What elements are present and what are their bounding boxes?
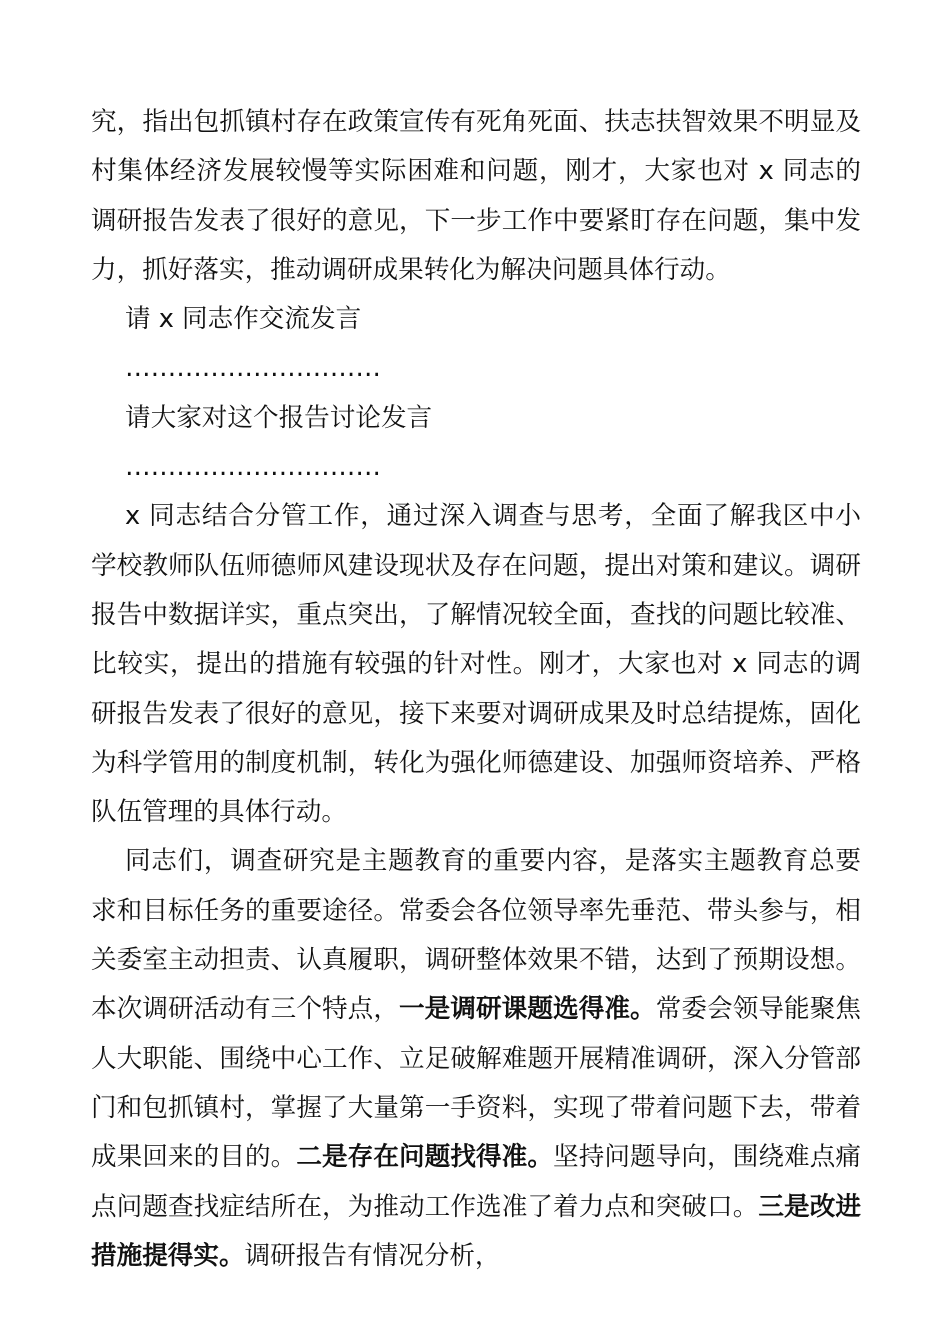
conclusion-text: 坚持问题导向，围绕难点痛点问题查找症结所在，为推动工作选准了着力点和突破口。 [91,1142,861,1222]
paragraph-continuation: 究，指出包抓镇村存在政策宣传有死角死面、扶志扶智效果不明显及村集体经济发展较慢等实际困难和问题，刚才，大家也对 x 同志的调研报告发表了很好的意见，下一步工作中要紧盯存在问题，集中发力，抓好落实，推动调研成果转化为解决问题具体行动。 [91,107,861,285]
document-page [91,98,861,1281]
conclusion-text: 调研报告有情况分析， [244,1240,501,1271]
highlight-point-three: 三是改进措施提得实。 [91,1191,861,1271]
highlight-point-two: 二是存在问题找得准。 [296,1142,554,1173]
ellipsis-separator: ………………………… [125,353,381,384]
conclusion-text: 常委会领导能聚焦人大职能、围绕中心工作、立足破解难题开展精准调研，深入分管部门和包抓镇村，掌握了大量第一手资料，实现了带着问题下去，带着成果回来的目的。 [91,994,861,1173]
paragraph-invite-speech: 请 x 同志作交流发言 [125,304,362,335]
paragraph-invite-discussion: 请大家对这个报告讨论发言 [125,402,433,433]
conclusion-text: 同志们，调查研究是主题教育的重要内容，是落实主题教育总要求和目标任务的重要途径。常委会各位领导率先垂范、带头参与，相关委室主动担责、认真履职，调研整体效果不错，达到了预期设想。本次调研活动有三个特点， [91,846,861,1025]
paragraph-report-summary: x 同志结合分管工作，通过深入调查与思考，全面了解我区中小学校教师队伍师德师风建设现状及存在问题，提出对策和建议。调研报告中数据详实，重点突出，了解情况较全面，查找的问题比较准、比较实，提出的措施有较强的针对性。刚才，大家也对 x 同志的调研报告发表了很好的意见，接下来要对调研成果及时总结提炼，固化为科学管用的制度机制，转化为强化师德建设、加强师资培养、严格队伍管理的具体行动。 [91,501,861,828]
highlight-point-one: 一是调研课题选得准。 [399,994,656,1025]
paragraph-conclusion [91,837,861,1281]
ellipsis-separator: ………………………… [125,452,381,483]
